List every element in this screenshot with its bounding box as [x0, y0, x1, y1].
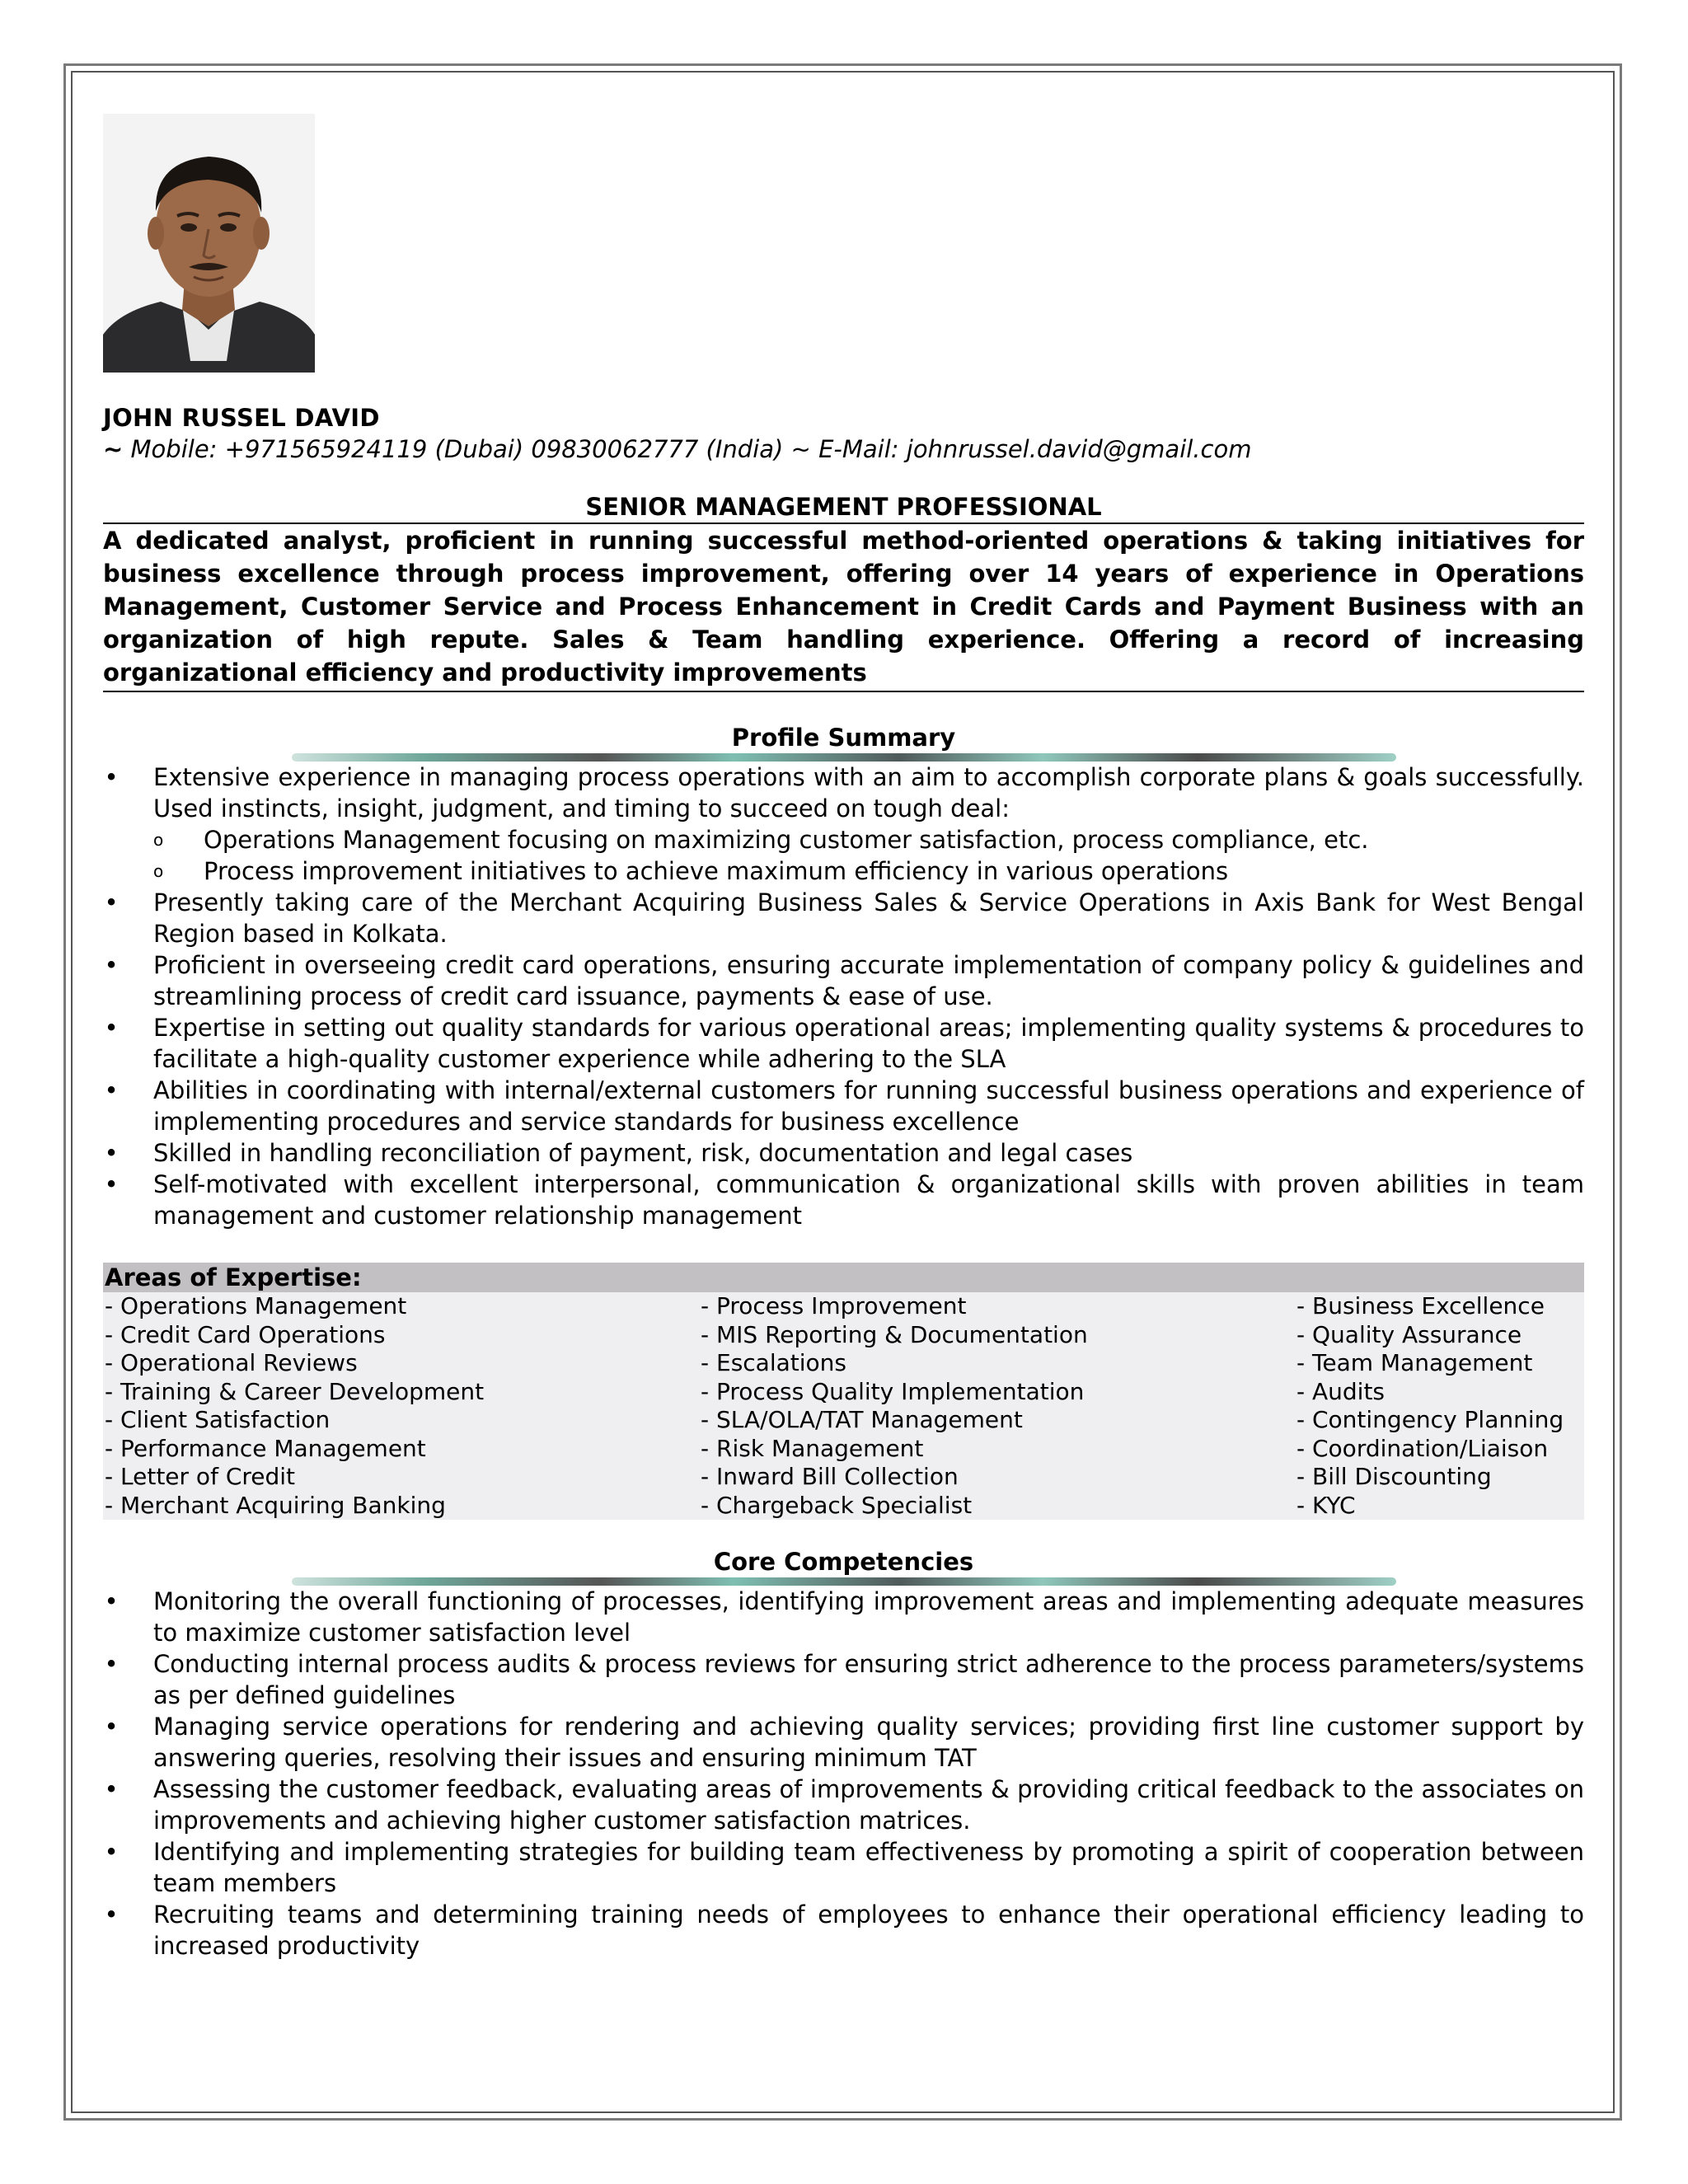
bullet-icon: • — [104, 1076, 119, 1104]
contact-details: Mobile: +971565924119 (Dubai) 09830062777 (India) ~ E-Mail: johnrussel.david@gmail.com — [130, 435, 1252, 463]
sub-bullet-icon: o — [153, 861, 164, 881]
bullet-icon: • — [104, 1170, 119, 1198]
expertise-item: - Process Improvement — [701, 1292, 967, 1319]
bullet-icon: • — [104, 1139, 119, 1167]
sub-list-item — [153, 855, 1584, 887]
list-item-text: Skilled in handling reconciliation of payment, risk, documentation and legal cases — [153, 1139, 1133, 1167]
candidate-name: JOHN RUSSEL DAVID — [103, 404, 380, 432]
profile-summary-divider — [292, 753, 1396, 762]
expertise-grid — [103, 1292, 1584, 1520]
list-item-text: Assessing the customer feedback, evaluating areas of improvements & providing critical feedback to the associates on improvements and achieving higher customer satisfaction matrices. — [153, 1775, 1584, 1835]
core-competencies-list — [103, 1586, 1584, 1961]
bullet-icon: • — [104, 1900, 119, 1929]
bullet-icon: • — [104, 951, 119, 979]
expertise-item: - Inward Bill Collection — [701, 1463, 959, 1490]
list-item-text: Extensive experience in managing process operations with an aim to accomplish corporate plans & goals successfully. Used instincts, insight, judgment, and timing to succeed on tough deal: — [153, 763, 1584, 823]
list-item — [103, 1586, 1584, 1648]
list-item — [103, 762, 1584, 887]
list-item-text: Self-motivated with excellent interpersonal, communication & organizational skills with proven abilities in team management and customer relationship management — [153, 1170, 1584, 1230]
expertise-item: - Training & Career Development — [105, 1377, 485, 1405]
expertise-item: - KYC — [1296, 1491, 1356, 1519]
expertise-item: - Risk Management — [701, 1434, 924, 1462]
sub-bullet-icon: o — [153, 830, 164, 850]
bullet-icon: • — [104, 888, 119, 916]
expertise-item: - SLA/OLA/TAT Management — [701, 1406, 1023, 1433]
expertise-item: - Bill Discounting — [1296, 1463, 1492, 1490]
list-item-text: Presently taking care of the Merchant Acquiring Business Sales & Service Operations in Axis Bank for West Bengal Region based in Kolkata. — [153, 888, 1584, 948]
profile-summary-list — [103, 762, 1584, 1231]
bullet-icon: • — [104, 1014, 119, 1042]
portrait-image — [103, 114, 315, 373]
expertise-item: - MIS Reporting & Documentation — [701, 1320, 1088, 1348]
core-competencies-title: Core Competencies — [713, 1548, 974, 1576]
headline: SENIOR MANAGEMENT PROFESSIONAL — [103, 491, 1584, 524]
expertise-item: - Letter of Credit — [105, 1463, 296, 1490]
intro-summary: A dedicated analyst, proficient in running successful method-oriented operations & taking initiatives for business excellence through process improvement, offering over 14 years of experience in Operations Management, Customer Service and Process Enhancement in Credit Cards and Payment Business with an organization of high repute. Sales & Team handling experience. Offering a record of increasing organizational efficiency and productivity improvements — [103, 524, 1584, 692]
list-item-text: Monitoring the overall functioning of processes, identifying improvement areas and implementing adequate measures to maximize customer satisfaction level — [153, 1587, 1584, 1647]
list-item-text: Expertise in setting out quality standards for various operational areas; implementing quality systems & procedures to facilitate a high-quality customer experience while adhering to the SLA — [153, 1014, 1584, 1073]
expertise-item: - Quality Assurance — [1296, 1320, 1522, 1348]
resume-content — [103, 114, 1584, 1961]
core-competencies-divider — [292, 1577, 1396, 1586]
list-item-text: Proficient in overseeing credit card operations, ensuring accurate implementation of company policy & guidelines and streamlining process of credit card issuance, payments & ease of use. — [153, 951, 1584, 1010]
profile-sub-list — [153, 824, 1584, 887]
list-item-text: Identifying and implementing strategies for building team effectiveness by promoting a spirit of cooperation between team members — [153, 1838, 1584, 1897]
sub-list-item — [153, 824, 1584, 855]
expertise-item: - Business Excellence — [1296, 1292, 1545, 1319]
list-item — [103, 1648, 1584, 1711]
bullet-icon: • — [104, 763, 119, 791]
bullet-icon: • — [104, 1838, 119, 1866]
expertise-item: - Merchant Acquiring Banking — [105, 1491, 446, 1519]
expertise-item: - Chargeback Specialist — [701, 1491, 973, 1519]
expertise-title: Areas of Expertise: — [103, 1263, 1584, 1292]
list-item — [103, 1774, 1584, 1836]
expertise-item: - Performance Management — [105, 1434, 426, 1462]
expertise-item: - Coordination/Liaison — [1296, 1434, 1549, 1462]
list-item-text: Abilities in coordinating with internal/external customers for running successful business operations and experience of implementing procedures and service standards for business excellence — [153, 1076, 1584, 1136]
list-item — [103, 1075, 1584, 1137]
sub-list-item-text: Process improvement initiatives to achieve maximum efficiency in various operations — [204, 857, 1229, 885]
expertise-item: - Credit Card Operations — [105, 1320, 386, 1348]
bullet-icon: • — [104, 1587, 119, 1615]
list-item — [103, 1012, 1584, 1075]
expertise-item: - Operational Reviews — [105, 1349, 358, 1376]
profile-photo — [103, 114, 315, 373]
sub-list-item-text: Operations Management focusing on maximizing customer satisfaction, process compliance, etc. — [204, 826, 1369, 854]
profile-summary-title: Profile Summary — [731, 724, 956, 752]
bullet-icon: • — [104, 1650, 119, 1678]
list-item — [103, 887, 1584, 949]
list-item — [103, 1899, 1584, 1961]
list-item — [103, 1169, 1584, 1231]
expertise-item: - Escalations — [701, 1349, 846, 1376]
contact-line — [103, 434, 1584, 465]
bullet-icon: • — [104, 1775, 119, 1803]
list-item — [103, 949, 1584, 1012]
expertise-item: - Client Satisfaction — [105, 1406, 331, 1433]
contact-tilde: ~ — [103, 435, 124, 463]
list-item — [103, 1137, 1584, 1169]
list-item-text: Conducting internal process audits & process reviews for ensuring strict adherence to the process parameters/systems as per defined guidelines — [153, 1650, 1584, 1709]
list-item-text: Managing service operations for rendering and achieving quality services; providing first line customer support by answering queries, resolving their issues and ensuring minimum TAT — [153, 1713, 1584, 1772]
expertise-item: - Contingency Planning — [1296, 1406, 1564, 1433]
expertise-item: - Operations Management — [105, 1292, 407, 1319]
bullet-icon: • — [104, 1713, 119, 1741]
expertise-item: - Process Quality Implementation — [701, 1377, 1085, 1405]
list-item-text: Recruiting teams and determining training needs of employees to enhance their operational efficiency leading to increased productivity — [153, 1900, 1584, 1960]
list-item — [103, 1836, 1584, 1899]
expertise-item: - Audits — [1296, 1377, 1386, 1405]
list-item — [103, 1711, 1584, 1774]
expertise-item: - Team Management — [1296, 1349, 1533, 1376]
